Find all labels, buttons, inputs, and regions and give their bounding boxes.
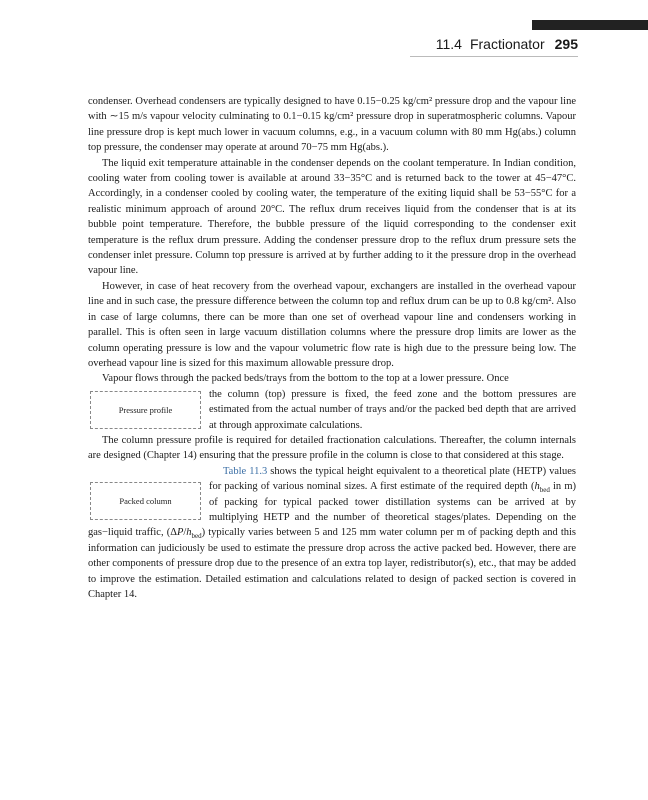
paragraph-4-lead: Vapour flows through the packed beds/trays from the bottom to the top at a lower pressure. Once <box>102 373 509 385</box>
margin-note-box <box>88 482 201 520</box>
paragraph-5: The column pressure profile is required for detailed fractionation calculations. Thereafter, the column internals are designed (Chapter 14) ensuring that the pressure profile in the column is close to that considered at this stage. <box>88 434 576 462</box>
header-black-bar <box>532 20 648 30</box>
paragraph-6: Table 11.3 shows the typical height equivalent to a theoretical plate (HETP) values for packing of various nominal sizes. A first estimate of the required depth ($h_{bed}$ in m) of packing for typical packed tower distillation systems can be arrived at by multiplying HETP and the number of theoretical stages/plates. Depending on the gas−liquid traffic, $(\Delta P/h_{bed})$ typically varies between 5 and 125 mm water column per m of packing depth and this information can judiciously be used to estimate the pressure drop across the active packed bed. However, there are other components of pressure drop due to the presence of an extra top layer, redistributor(s), etc., that may be added to improve the estimation. Detailed estimation and calculations related to design of packed section is covered in Chapter 14. <box>88 465 577 600</box>
paragraph-4: the column (top) pressure is fixed, the feed zone and the bottom pressures are estimated from the actual number of trays and/or the packed bed depth that are arrived at through approximate calculations. <box>209 388 576 431</box>
paragraph-1: condenser. Overhead condensers are typically designed to have 0.15−0.25 kg/cm² pressure drop and the vapour line with ∼15 m/s vapour velocity culminating to 0.1−0.15 kg/cm² pressure drop in superatmospheric columns. Vapour line pressure drop is kept much lower in vacuum columns, e.g., in a vacuum column with 80 mm Hg(abs.) column top pressure, the condenser may operate at around 70−75 mm Hg(abs.). <box>88 96 576 154</box>
page-body <box>88 94 576 602</box>
section-number: 11.4 <box>435 36 462 52</box>
page-number: 295 <box>554 36 578 52</box>
table-11-3-link[interactable]: Table 11.3 <box>223 465 268 477</box>
header-rule <box>410 56 578 57</box>
section-title: Fractionator <box>469 36 545 52</box>
margin-note-packed-column: Packed column <box>90 482 201 520</box>
paragraph-3: However, in case of heat recovery from the overhead vapour, exchangers are installed in the overhead vapour line and in such case, the pressure difference between the column top and reflux drum can be up to 0.8 kg/cm². Also in case of large columns, there can be more than one set of overhead vapour line and condensers working in parallel. This is often seen in large vacuum distillation columns where the pressure drop limits are lower as the column operating pressure is low and the vapour volumetric flow rate is high due to the pressure being low. The overhead vapour line is sized for this maximum allowable pressure drop. <box>88 280 576 369</box>
margin-note-box <box>88 391 201 429</box>
running-header <box>436 36 578 52</box>
margin-note-pressure-profile: Pressure profile <box>90 391 201 429</box>
paragraph-2: The liquid exit temperature attainable in the condenser depends on the coolant temperature. In Indian condition, cooling water from cooling tower is available at around 33−35°C and is returned back to the tower at 45−47°C. Accordingly, in a condenser cooled by cooling water, the temperature of the exiting liquid shall be 53−55°C for a realistic minimum approach of around 20°C. The reflux drum receives liquid from the condenser that is at its bubble point temperature. Therefore, the bubble pressure of the liquid corresponding to the condenser exit temperature is the reflux drum pressure. Adding the condenser pressure drop to the reflux drum pressure sets the condenser inlet pressure. Column top pressure is arrived at by further adding to it the pressure drop in the overhead vapour line. <box>88 157 576 277</box>
